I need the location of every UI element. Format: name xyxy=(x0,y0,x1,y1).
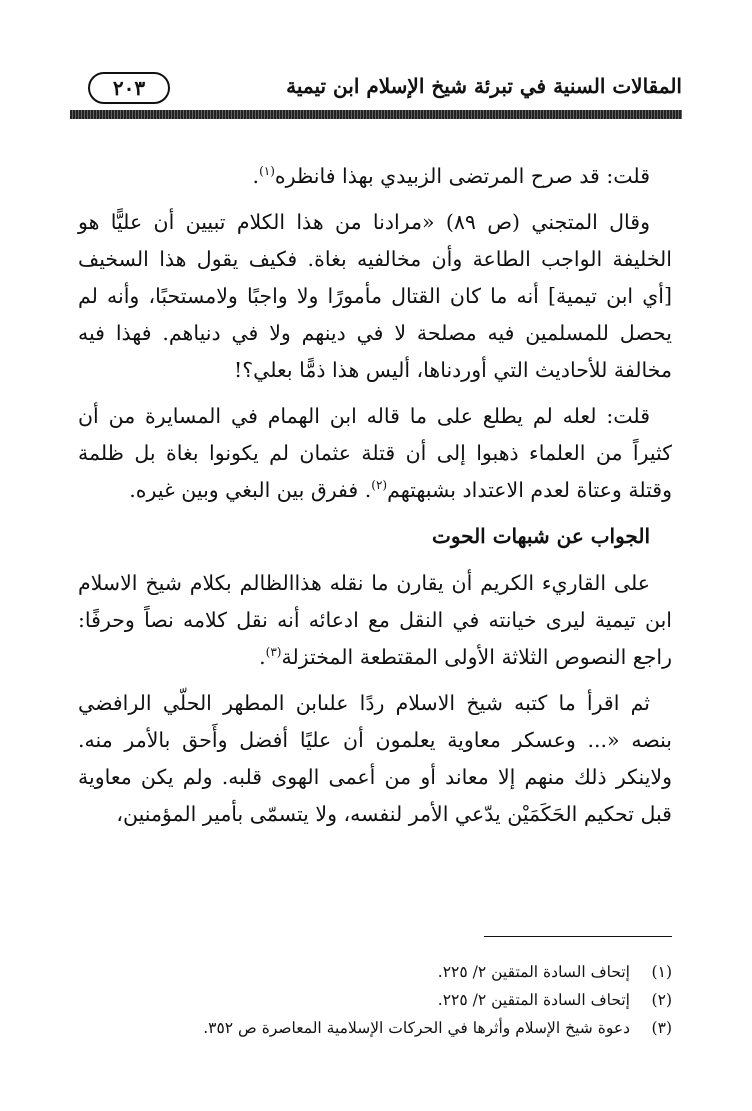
footnote-ref-3: (٣) xyxy=(265,645,282,660)
footnote-separator xyxy=(484,936,672,937)
main-text xyxy=(78,158,672,842)
paragraph-5: ثم اقرأ ما كتبه شيخ الاسلام ردًا علىابن المطهر الحلّي الرافضي بنصه «... وعسكر معاوية يعلمون أن عليًا أفضل وأَحق بالأمر منه. ولاينكر ذلك منهم إلا معاند أو من أعمى الهوى قلبه. ولم يكن معاوية قبل تحكيم الحَكَمَيْن يدّعي الأمر لنفسه، ولا يتسمّى بأمير المؤمنين، xyxy=(78,691,672,826)
paragraph-4: على القاريء الكريم أن يقارن ما نقله هذاالظالم بكلام شيخ الاسلام ابن تيمية ليرى خيانته في النقل مع ادعائه أنه نقل كلامه نصاً وحرفًا: راجع النصوص الثلاثة الأولى المقتطعة المختزلة$^{(٣)}$. xyxy=(78,571,672,669)
footnote-ref-1: (١) xyxy=(259,164,275,179)
running-title: المقالات السنية في تبرئة شيخ الإسلام ابن تيمية xyxy=(286,74,682,98)
paragraph-2: وقال المتجني (ص ٨٩) «مرادنا من هذا الكلام تبيين أن عليًّا هو الخليفة الواجب الطاعة وأن مخالفيه بغاة. فكيف يقول هذا السخيف [أي ابن تيمية] أنه ما كان القتال مأمورًا ولا واجبًا ولامستحبًا، وأنه لم يحصل للمسلمين فيه مصلحة لا في دينهم ولا في دنياهم. فهذا فيه مخالفة للأحاديث التي أوردناها، أليس هذا ذمًّا بعلي؟! xyxy=(78,210,672,382)
paragraph-3: قلت: لعله لم يطلع على ما قاله ابن الهمام في المسايرة من أن كثيراً من العلماء ذهبوا إلى أن قتلة عثمان لم يكونوا بغاة بل ظلمة وقتلة وعتاة لعدم الاعتداد بشبهتهم$^{(٢)}$. ففرق بين البغي وبين غيره. xyxy=(78,404,672,502)
footnote-3: (٣)دعوة شيخ الإسلام وأثرها في الحركات الإسلامية المعاصرة ص ٣٥٢. xyxy=(203,1019,672,1037)
section-heading: الجواب عن شبهات الحوت xyxy=(432,524,650,548)
header-rule xyxy=(70,110,682,119)
footnote-ref-2: (٢) xyxy=(371,478,388,493)
footnote-2: (٢)إتحاف السادة المتقين ٢/ ٢٢٥. xyxy=(437,991,672,1009)
page-number-badge: ٢٠٣ xyxy=(88,72,170,104)
paragraph-1: قلت: قد صرح المرتضى الزبيدي بهذا فانظره$^{(١)}$. xyxy=(252,164,650,188)
footnote-1: (١)إتحاف السادة المتقين ٢/ ٢٢٥. xyxy=(437,963,672,981)
footnotes xyxy=(90,958,672,1042)
page-header xyxy=(70,68,682,108)
